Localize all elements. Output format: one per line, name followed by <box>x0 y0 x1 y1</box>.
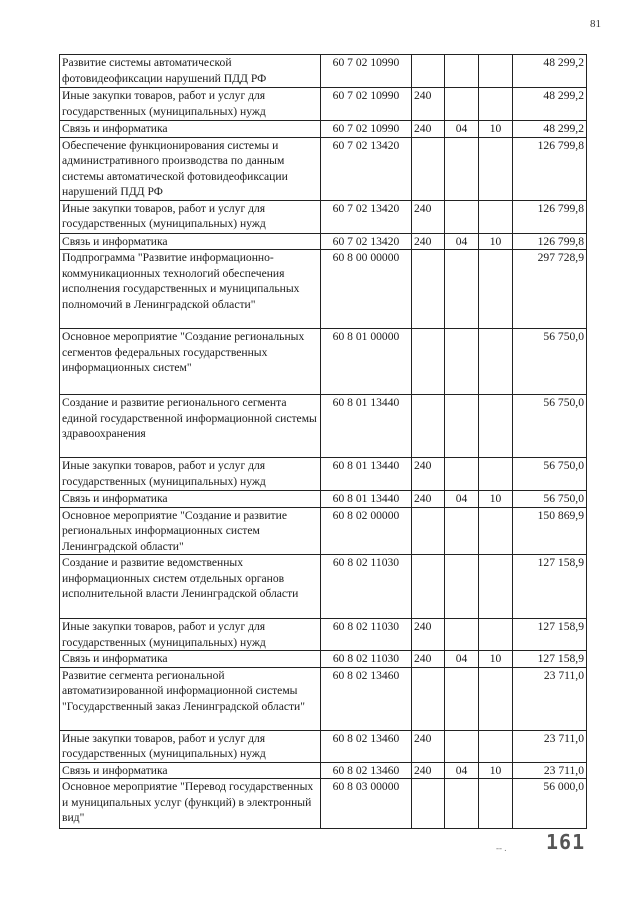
row-vr <box>412 329 445 395</box>
row-pr <box>479 667 513 730</box>
row-rz: 04 <box>445 651 479 668</box>
row-vr: 240 <box>412 651 445 668</box>
row-sum: 23 711,0 <box>513 667 587 730</box>
row-name: Связь и информатика <box>60 762 321 779</box>
row-rz <box>445 200 479 233</box>
row-sum: 127 158,9 <box>513 651 587 668</box>
table-row <box>60 395 587 458</box>
row-pr <box>479 250 513 329</box>
table-row <box>60 730 587 762</box>
row-pr <box>479 88 513 121</box>
row-code: 60 8 01 00000 <box>321 329 412 395</box>
row-pr: 10 <box>479 762 513 779</box>
table-row <box>60 507 587 555</box>
row-sum: 126 799,8 <box>513 137 587 200</box>
row-code: 60 8 01 13440 <box>321 458 412 491</box>
row-pr <box>479 137 513 200</box>
table-row <box>60 121 587 138</box>
row-pr: 10 <box>479 491 513 508</box>
row-code: 60 8 01 13440 <box>321 395 412 458</box>
row-vr: 240 <box>412 491 445 508</box>
row-pr <box>479 329 513 395</box>
table-row <box>60 667 587 730</box>
row-name: Основное мероприятие "Создание и развитие региональных информационных систем Ленинградской области" <box>60 507 321 555</box>
row-sum: 56 750,0 <box>513 458 587 491</box>
table-row <box>60 762 587 779</box>
row-sum: 126 799,8 <box>513 200 587 233</box>
row-vr <box>412 137 445 200</box>
row-sum: 297 728,9 <box>513 250 587 329</box>
row-sum: 127 158,9 <box>513 555 587 619</box>
row-rz <box>445 507 479 555</box>
row-vr: 240 <box>412 200 445 233</box>
row-rz: 04 <box>445 762 479 779</box>
row-vr <box>412 667 445 730</box>
row-pr <box>479 395 513 458</box>
table-row <box>60 651 587 668</box>
row-rz <box>445 55 479 88</box>
row-name: Подпрограмма "Развитие информационно-коммуникационных технологий обеспечения исполнения государственных и муниципальных полномочий в Ленинградской области" <box>60 250 321 329</box>
table-row <box>60 200 587 233</box>
row-rz <box>445 619 479 651</box>
row-rz: 04 <box>445 491 479 508</box>
row-sum: 56 750,0 <box>513 329 587 395</box>
row-pr <box>479 200 513 233</box>
row-sum: 126 799,8 <box>513 233 587 250</box>
table-row <box>60 55 587 88</box>
row-name: Связь и информатика <box>60 651 321 668</box>
row-pr <box>479 730 513 762</box>
row-rz <box>445 667 479 730</box>
table-row <box>60 329 587 395</box>
row-code: 60 8 02 13460 <box>321 730 412 762</box>
row-code: 60 8 03 00000 <box>321 779 412 829</box>
budget-table <box>59 54 587 829</box>
row-vr: 240 <box>412 730 445 762</box>
row-code: 60 8 01 13440 <box>321 491 412 508</box>
row-code: 60 7 02 10990 <box>321 121 412 138</box>
table-row <box>60 137 587 200</box>
row-vr: 240 <box>412 121 445 138</box>
row-vr: 240 <box>412 458 445 491</box>
table-row <box>60 779 587 829</box>
row-vr: 240 <box>412 619 445 651</box>
row-name: Иные закупки товаров, работ и услуг для государственных (муниципальных) нужд <box>60 200 321 233</box>
row-sum: 150 869,9 <box>513 507 587 555</box>
row-sum: 48 299,2 <box>513 88 587 121</box>
row-sum: 56 750,0 <box>513 395 587 458</box>
page-stamp: 161 <box>546 830 586 854</box>
row-name: Связь и информатика <box>60 233 321 250</box>
row-rz <box>445 555 479 619</box>
row-name: Связь и информатика <box>60 491 321 508</box>
table-row <box>60 458 587 491</box>
row-rz <box>445 779 479 829</box>
row-vr <box>412 779 445 829</box>
row-rz <box>445 329 479 395</box>
row-pr <box>479 779 513 829</box>
row-code: 60 8 02 13460 <box>321 762 412 779</box>
row-vr: 240 <box>412 233 445 250</box>
row-vr <box>412 250 445 329</box>
row-vr <box>412 555 445 619</box>
row-name: Иные закупки товаров, работ и услуг для государственных (муниципальных) нужд <box>60 619 321 651</box>
row-name: Основное мероприятие "Перевод государственных и муниципальных услуг (функций) в электронный вид" <box>60 779 321 829</box>
row-name: Обеспечение функционирования системы и административного производства по данным системы автоматической фотовидеофиксации нарушений ПДД РФ <box>60 137 321 200</box>
row-name: Развитие сегмента региональной автоматизированной информационной системы "Государственный заказ Ленинградской области" <box>60 667 321 730</box>
footer-mark: -- . <box>496 843 507 853</box>
row-name: Основное мероприятие "Создание региональных сегментов федеральных государственных информационных систем" <box>60 329 321 395</box>
row-name: Иные закупки товаров, работ и услуг для государственных (муниципальных) нужд <box>60 88 321 121</box>
row-pr: 10 <box>479 121 513 138</box>
table-row <box>60 619 587 651</box>
row-code: 60 8 00 00000 <box>321 250 412 329</box>
row-pr: 10 <box>479 233 513 250</box>
row-rz <box>445 250 479 329</box>
row-rz <box>445 458 479 491</box>
table-row <box>60 555 587 619</box>
row-rz: 04 <box>445 121 479 138</box>
row-pr <box>479 55 513 88</box>
row-sum: 56 750,0 <box>513 491 587 508</box>
row-name: Иные закупки товаров, работ и услуг для государственных (муниципальных) нужд <box>60 730 321 762</box>
row-vr: 240 <box>412 762 445 779</box>
row-code: 60 7 02 10990 <box>321 55 412 88</box>
row-code: 60 8 02 00000 <box>321 507 412 555</box>
row-code: 60 7 02 13420 <box>321 137 412 200</box>
row-code: 60 8 02 13460 <box>321 667 412 730</box>
row-pr <box>479 555 513 619</box>
row-vr: 240 <box>412 88 445 121</box>
row-sum: 48 299,2 <box>513 55 587 88</box>
row-rz <box>445 395 479 458</box>
row-sum: 48 299,2 <box>513 121 587 138</box>
row-rz <box>445 730 479 762</box>
row-code: 60 7 02 10990 <box>321 88 412 121</box>
row-code: 60 8 02 11030 <box>321 619 412 651</box>
row-rz <box>445 88 479 121</box>
row-name: Иные закупки товаров, работ и услуг для государственных (муниципальных) нужд <box>60 458 321 491</box>
row-rz: 04 <box>445 233 479 250</box>
row-rz <box>445 137 479 200</box>
row-code: 60 8 02 11030 <box>321 651 412 668</box>
row-vr <box>412 507 445 555</box>
row-sum: 23 711,0 <box>513 730 587 762</box>
row-sum: 127 158,9 <box>513 619 587 651</box>
row-pr <box>479 619 513 651</box>
row-sum: 56 000,0 <box>513 779 587 829</box>
row-name: Создание и развитие ведомственных информационных систем отдельных органов исполнительной власти Ленинградской области <box>60 555 321 619</box>
row-vr <box>412 395 445 458</box>
page-number: 81 <box>590 18 601 30</box>
row-pr <box>479 458 513 491</box>
row-name: Развитие системы автоматической фотовидеофиксации нарушений ПДД РФ <box>60 55 321 88</box>
table-row <box>60 491 587 508</box>
table-row <box>60 250 587 329</box>
row-pr: 10 <box>479 651 513 668</box>
row-name: Связь и информатика <box>60 121 321 138</box>
table-row <box>60 88 587 121</box>
row-code: 60 8 02 11030 <box>321 555 412 619</box>
row-code: 60 7 02 13420 <box>321 200 412 233</box>
row-code: 60 7 02 13420 <box>321 233 412 250</box>
row-pr <box>479 507 513 555</box>
table-row <box>60 233 587 250</box>
row-sum: 23 711,0 <box>513 762 587 779</box>
row-vr <box>412 55 445 88</box>
row-name: Создание и развитие регионального сегмента единой государственной информационной системы здравоохранения <box>60 395 321 458</box>
